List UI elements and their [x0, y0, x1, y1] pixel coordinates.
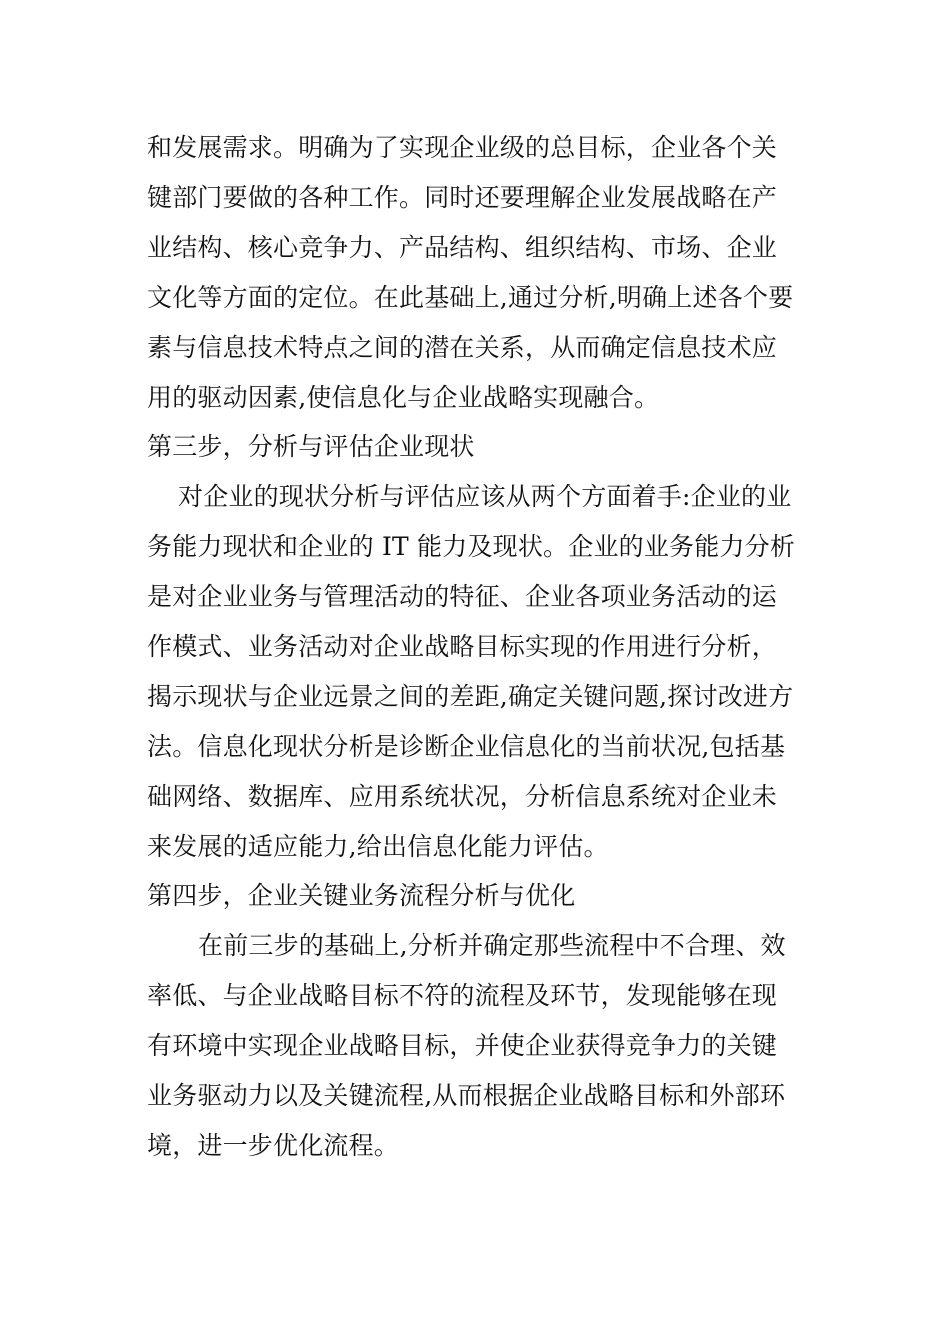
paragraph-line: 有环境中实现企业战略目标，并使企业获得竞争力的关键: [147, 1031, 778, 1060]
paragraph-line: 文化等方面的定位。在此基础上,通过分析,明确上述各个要: [147, 283, 794, 312]
paragraph-line: 业结构、核心竞争力、产品结构、组织结构、市场、企业: [147, 233, 778, 262]
paragraph-line: 键部门要做的各种工作。同时还要理解企业发展战略在产: [147, 183, 778, 212]
paragraph-line: 是对企业业务与管理活动的特征、企业各项业务活动的运: [147, 582, 778, 611]
paragraph-line: 法。信息化现状分析是诊断企业信息化的当前状况,包括基: [147, 732, 786, 761]
paragraph-line: 素与信息技术特点之间的潜在关系，从而确定信息技术应: [147, 333, 778, 362]
paragraph-line: 率低、与企业战略目标不符的流程及环节，发现能够在现: [147, 981, 778, 1010]
paragraph-line: 揭示现状与企业远景之间的差距,确定关键问题,探讨改进方: [147, 682, 794, 711]
paragraph-line: 务能力现状和企业的 IT 能力及现状。企业的业务能力分析: [147, 532, 796, 561]
paragraph-line: 业务驱动力以及关键流程,从而根据企业战略目标和外部环: [147, 1081, 786, 1110]
paragraph-line: 作模式、业务活动对企业战略目标实现的作用进行分析，: [147, 632, 778, 661]
paragraph-line: 境，进一步优化流程。: [147, 1131, 400, 1160]
paragraph-line: 来发展的适应能力,给出信息化能力评估。: [147, 832, 609, 861]
paragraph-line: 用的驱动因素,使信息化与企业战略实现融合。: [147, 383, 660, 412]
paragraph-line: 础网络、数据库、应用系统状况，分析信息系统对企业未: [147, 782, 778, 811]
paragraph-line: 在前三步的基础上,分析并确定那些流程中不合理、效: [198, 931, 786, 960]
section-heading-step-three: 第三步，分析与评估企业现状: [147, 432, 475, 461]
paragraph-line: 对企业的现状分析与评估应该从两个方面着手:企业的业: [178, 482, 792, 511]
section-heading-step-four: 第四步，企业关键业务流程分析与优化: [147, 881, 576, 910]
paragraph-line: 和发展需求。明确为了实现企业级的总目标，企业各个关: [147, 133, 778, 162]
